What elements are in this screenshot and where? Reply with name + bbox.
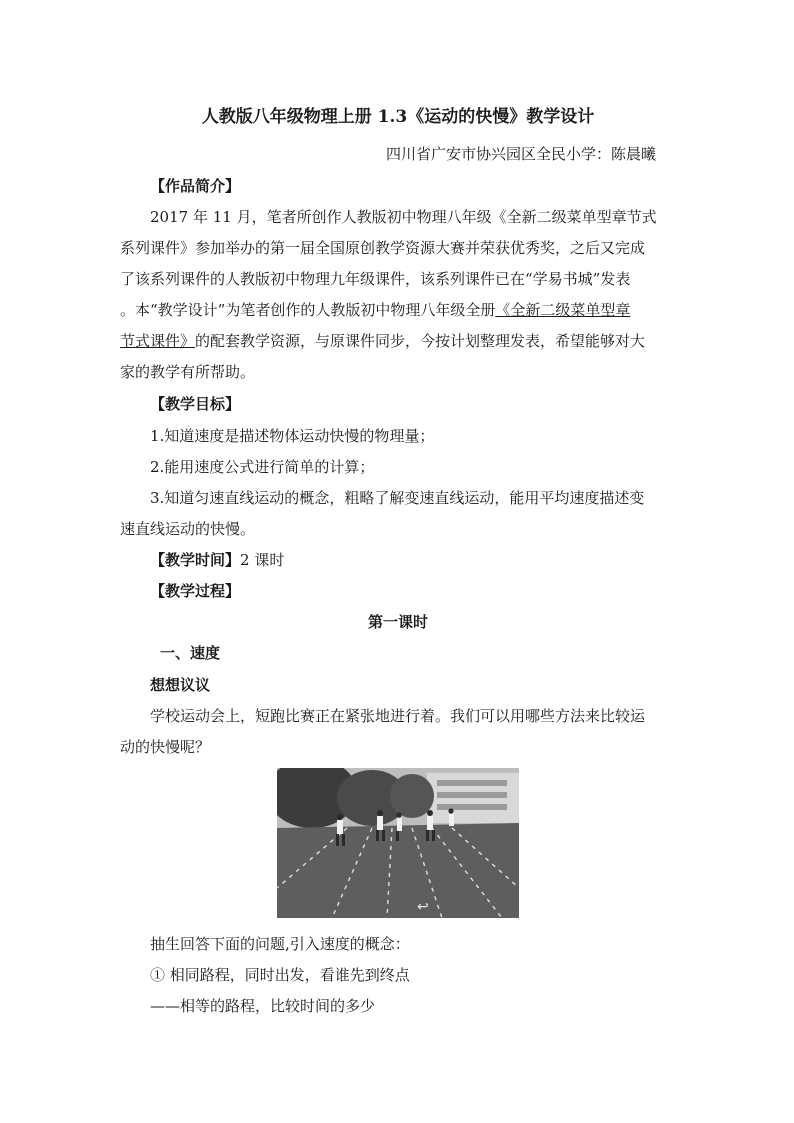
- sprint-race-illustration: [277, 768, 519, 918]
- intro-line-5: [120, 331, 645, 351]
- intro-line-6: 家的教学有所帮助。: [120, 363, 256, 381]
- after-photo-line-1: 抽生回答下面的问题,引入速度的概念：: [150, 935, 410, 953]
- goal-3: 3.知道匀速直线运动的概念，粗略了解变速直线运动，能用平均速度描述变: [150, 489, 645, 507]
- intro-line-4-text: 。本“教学设计”为笔者创作的人教版初中物理八年级全册: [120, 301, 496, 319]
- process-heading: 【教学过程】: [150, 582, 241, 600]
- intro-line-3: 了该系列课件的人教版初中物理九年级课件，该系列课件已在“学易书城”发表: [120, 270, 631, 288]
- goal-1: 1.知道速度是描述物体运动快慢的物理量；: [150, 427, 435, 445]
- courseware-link-cont[interactable]: 节式课件》: [120, 332, 196, 350]
- goal-2: 2.能用速度公式进行简单的计算；: [150, 458, 375, 476]
- after-photo-line-2: ① 相同路程，同时出发，看谁先到终点: [150, 966, 410, 984]
- lesson-title: 第一课时: [367, 613, 428, 631]
- question-line-1: 学校运动会上，短跑比赛正在紧张地进行着。我们可以用哪些方法来比较运: [150, 707, 646, 725]
- subsection-title: 想想议议: [150, 676, 211, 694]
- intro-line-4: [120, 300, 630, 320]
- section-title: 一、速度: [160, 644, 221, 662]
- question-line-2: 动的快慢呢？: [120, 738, 211, 756]
- after-photo-line-3: ——相等的路程，比较时间的多少: [150, 997, 376, 1015]
- intro-line-1: 2017 年 11 月，笔者所创作人教版初中物理八年级《全新二级菜单型章节式: [150, 208, 657, 226]
- time-value: 2 课时: [240, 551, 285, 569]
- intro-line-2: 系列课件》参加举办的第一届全国原创教学资源大赛并荣获优秀奖，之后又完成: [120, 239, 646, 257]
- sprint-race-photo: [277, 768, 519, 918]
- courseware-link[interactable]: 《全新二级菜单型章: [495, 301, 631, 319]
- intro-heading: 【作品简介】: [150, 177, 241, 195]
- author-line: 四川省广安市协兴园区全民小学：陈晨曦: [385, 145, 656, 163]
- time-line: [150, 550, 284, 570]
- goals-heading: 【教学目标】: [150, 395, 241, 413]
- intro-line-5-text: 的配套教学资源，与原课件同步，今按计划整理发表，希望能够对大: [195, 332, 646, 350]
- time-heading: 【教学时间】: [150, 551, 241, 569]
- svg-text:↩: ↩: [417, 899, 429, 915]
- document-title: 人教版八年级物理上册 1.3《运动的快慢》教学设计: [201, 107, 595, 127]
- goal-3-cont: 速直线运动的快慢。: [120, 520, 256, 538]
